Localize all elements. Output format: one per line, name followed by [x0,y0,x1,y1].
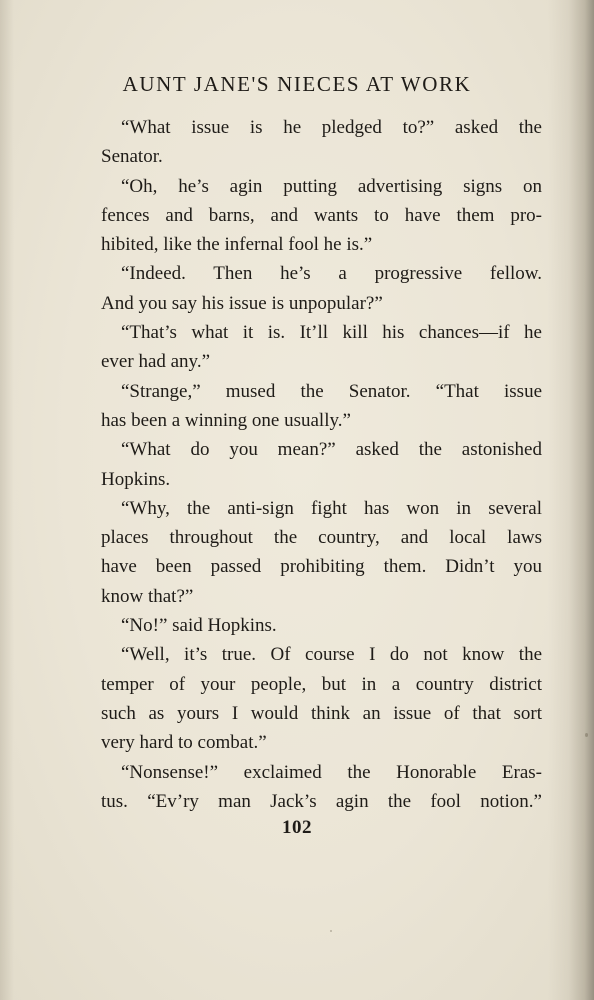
text-line: has been a winning one usually.” [101,409,351,431]
text-line: “That’s what it is. It’ll kill his chances—if he [121,322,542,344]
running-head: AUNT JANE'S NIECES AT WORK [122,72,472,96]
text-line: “What do you mean?” asked the astonished [121,439,542,461]
text-line: “No!” said Hopkins. [121,615,277,637]
text-line: “Nonsense!” exclaimed the Honorable Eras- [121,761,542,783]
text-line: “Well, it’s true. Of course I do not know the [121,644,542,666]
text-line: fences and barns, and wants to have them pro- [101,204,542,226]
text-line: have been passed prohibiting them. Didn’t you [101,556,542,578]
text-line: very hard to combat.” [101,732,267,754]
text-line: temper of your people, but in a country district [101,673,542,695]
text-line: Hopkins. [101,468,171,490]
text-line: Senator. [101,146,163,168]
body-text [101,113,542,816]
text-line: And you say his issue is unpopular?” [101,292,383,314]
text-line: places throughout the country, and local laws [101,527,542,549]
paper-speck [330,930,332,932]
page-edge-shadow [548,0,594,1000]
page-gutter-shadow [0,0,14,1000]
text-line: “Why, the anti-sign fight has won in several [121,497,542,519]
text-line: “Strange,” mused the Senator. “That issue [121,380,542,402]
text-line: hibited, like the infernal fool he is.” [101,234,373,256]
paper-speck [585,733,588,737]
text-line: “What issue is he pledged to?” asked the [121,117,542,138]
text-line: such as yours I would think an issue of that sort [101,702,542,724]
text-line: “Oh, he’s agin putting advertising signs on [121,175,542,197]
page-number: 102 [282,817,312,838]
text-line: know that?” [101,585,194,607]
text-line: ever had any.” [101,351,211,373]
text-line: tus. “Ev’ry man Jack’s agin the fool notion.” [101,790,542,812]
text-line: “Indeed. Then he’s a progressive fellow. [121,263,542,285]
